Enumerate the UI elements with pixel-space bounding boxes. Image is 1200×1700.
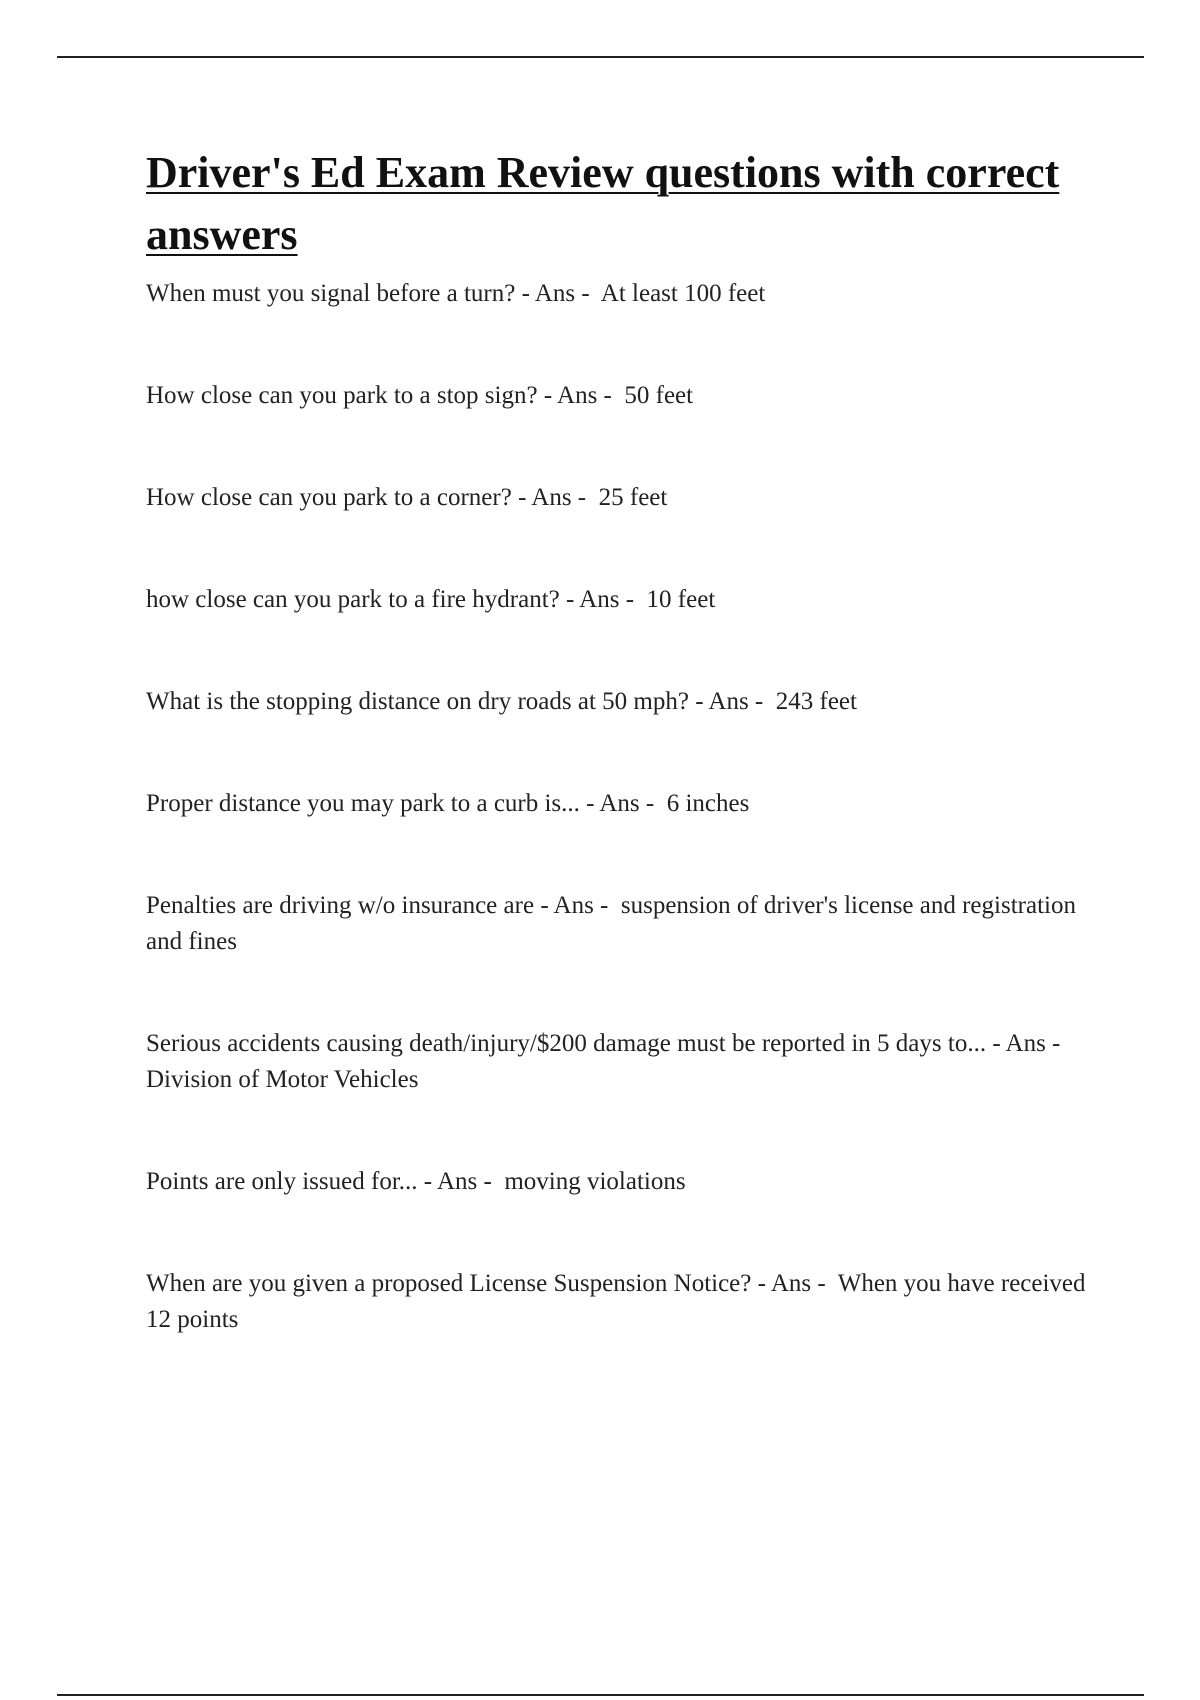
question-text: When must you signal before a turn? [146, 280, 516, 307]
answer-separator: - Ans - [515, 280, 601, 307]
qa-item [146, 786, 1086, 822]
answer-text: suspension of driver's license and registration and fines [146, 892, 1083, 955]
question-text: Penalties are driving w/o insurance are [146, 892, 535, 919]
qa-item [146, 276, 1086, 312]
answer-separator: - Ans - [559, 586, 647, 613]
answer-text: When you have received 12 points [146, 1270, 1092, 1333]
qa-list [146, 276, 1092, 1338]
question-text: What is the stopping distance on dry roads at 50 mph? [146, 688, 689, 715]
answer-text: 6 inches [666, 790, 750, 817]
question-text: Points are only issued for... [146, 1168, 418, 1195]
qa-item [146, 1164, 1086, 1200]
answer-text: At least 100 feet [600, 280, 766, 307]
answer-text: Division of Motor Vehicles [146, 1066, 419, 1093]
qa-item [146, 1266, 1092, 1338]
answer-separator: - Ans - [537, 382, 625, 409]
qa-item [146, 378, 1086, 414]
answer-separator: - Ans - [417, 1168, 505, 1195]
question-text: Serious accidents causing death/injury/$200 damage must be reported in 5 days to... [146, 1030, 987, 1057]
bottom-rule [57, 1694, 1144, 1696]
question-text: how close can you park to a fire hydrant? [146, 586, 560, 613]
answer-text: 243 feet [775, 688, 857, 715]
answer-separator: - Ans - [751, 1270, 838, 1297]
qa-item [146, 888, 1086, 960]
question-text: Proper distance you may park to a curb is... [146, 790, 580, 817]
document-title: Driver's Ed Exam Review questions with correct answers [146, 148, 1060, 259]
top-rule [57, 56, 1144, 58]
answer-separator: - Ans - [511, 484, 599, 511]
answer-separator: - Ans - [986, 1030, 1073, 1057]
answer-text: 10 feet [646, 586, 716, 613]
question-text: When are you given a proposed License Suspension Notice? [146, 1270, 752, 1297]
question-text: How close can you park to a stop sign? [146, 382, 538, 409]
answer-text: moving violations [504, 1168, 686, 1195]
answer-text: 50 feet [624, 382, 694, 409]
answer-text: 25 feet [598, 484, 668, 511]
qa-item [146, 582, 1086, 618]
answer-separator: - Ans - [534, 892, 621, 919]
document-body [146, 142, 1092, 1404]
qa-item [146, 684, 1086, 720]
qa-item [146, 1026, 1086, 1098]
answer-separator: - Ans - [688, 688, 776, 715]
answer-separator: - Ans - [579, 790, 667, 817]
question-text: How close can you park to a corner? [146, 484, 512, 511]
qa-item [146, 480, 1086, 516]
